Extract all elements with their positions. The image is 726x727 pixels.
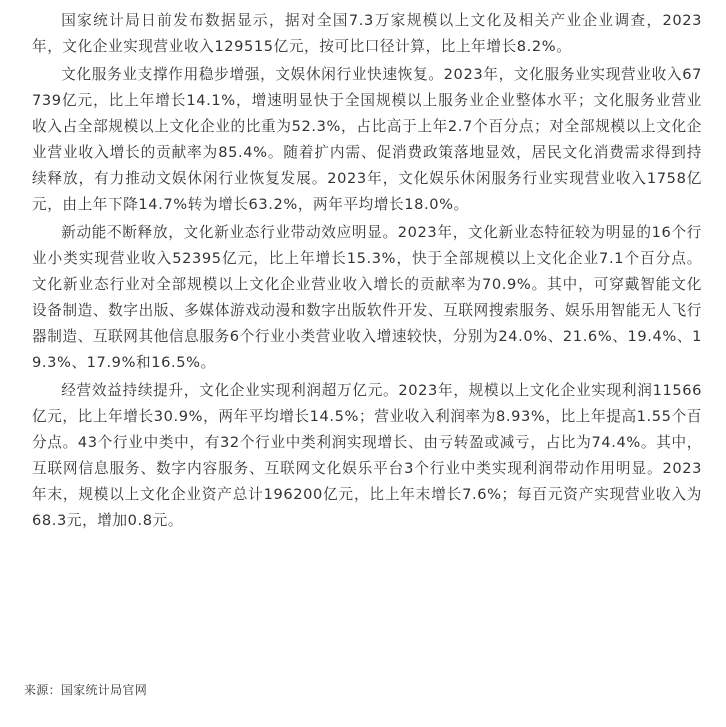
source-note: 来源：国家统计局官网 [24,683,148,697]
paragraph-profits: 经营效益持续提升，文化企业实现利润超万亿元。2023年，规模以上文化企业实现利润11566亿元，比上年增长30.9%，两年平均增长14.5%；营业收入利润率为8.93%，比上年提高1.55个百分点。43个行业中类中，有32个行业中类利润实现增长、由亏转盈或减亏，占比为74.4%。其中，互联网信息服务、数字内容服务、互联网文化娱乐平台3个行业中类实现利润带动作用明显。2023年末，规模以上文化企业资产总计196200亿元，比上年末增长7.6%；每百元资产实现营业收入为68.3元，增加0.8元。 [32,382,702,529]
article-body [32,8,702,536]
paragraph-cultural-services: 文化服务业支撑作用稳步增强，文娱休闲行业快速恢复。2023年，文化服务业实现营业收入67739亿元，比上年增长14.1%，增速明显快于全国规模以上服务业企业整体水平；文化服务业营业收入占全部规模以上文化企业的比重为52.3%，占比高于上年2.7个百分点；对全部规模以上文化企业营业收入增长的贡献率为85.4%。随着扩内需、促消费政策落地显效，居民文化消费需求得到持续释放，有力推动文娱休闲行业恢复发展。2023年，文化娱乐休闲服务行业实现营业收入1758亿元，由上年下降14.7%转为增长63.2%，两年平均增长18.0%。 [32,66,702,213]
paragraph-overview: 国家统计局日前发布数据显示，据对全国7.3万家规模以上文化及相关产业企业调查，2023年，文化企业实现营业收入129515亿元，按可比口径计算，比上年增长8.2%。 [32,12,702,55]
paragraph-new-formats: 新动能不断释放，文化新业态行业带动效应明显。2023年，文化新业态特征较为明显的16个行业小类实现营业收入52395亿元，比上年增长15.3%，快于全部规模以上文化企业7.1个百分点。文化新业态行业对全部规模以上文化企业营业收入增长的贡献率为70.9%。其中，可穿戴智能文化设备制造、数字出版、多媒体游戏动漫和数字出版软件开发、互联网搜索服务、娱乐用智能无人飞行器制造、互联网其他信息服务6个行业小类营业收入增速较快，分别为24.0%、21.6%、19.4%、19.3%、17.9%和16.5%。 [32,224,702,371]
